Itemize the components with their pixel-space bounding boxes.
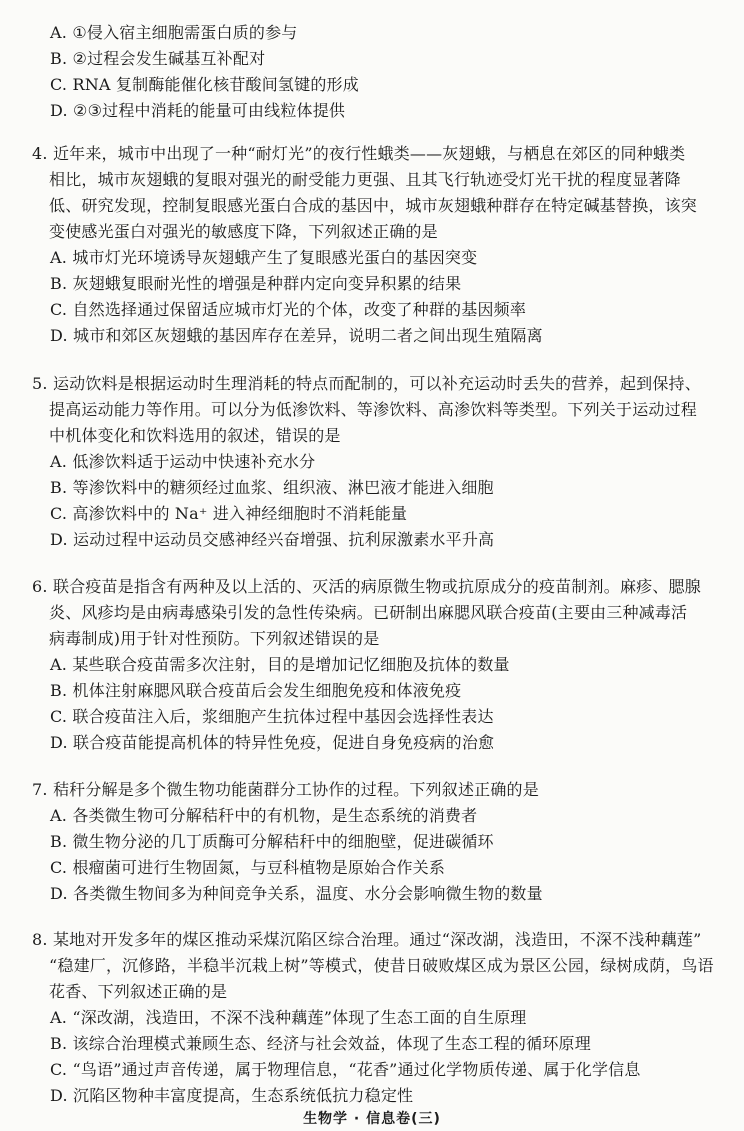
q6-stem-line: 炎、风疹均是由病毒感染引发的急性传染病。已研制出麻腮风联合疫苗(主要由三种减毒活 <box>49 603 688 622</box>
q5-option-a: A. 低渗饮料适于运动中快速补充水分 <box>50 452 316 471</box>
q8-stem-line: “稳建厂，沉修路，半稳半沉栽上树”等模式，使昔日破败煤区成为景区公园，绿树成荫，鸟语 <box>49 956 714 975</box>
q7-option-b: B. 微生物分泌的几丁质酶可分解秸秆中的细胞壁，促进碳循环 <box>50 832 494 851</box>
q8-stem-line: 花香、下列叙述正确的是 <box>49 982 228 1001</box>
q3-option-b: B. ②过程会发生碱基互补配对 <box>50 49 266 68</box>
q4-stem-line: 变使感光蛋白对强光的敏感度下降，下列叙述正确的是 <box>49 222 438 241</box>
q7-stem-line: 7. 秸秆分解是多个微生物功能菌群分工协作的过程。下列叙述正确的是 <box>32 780 539 799</box>
q4-stem-line: 低、研究发现，控制复眼感光蛋白合成的基因中，城市灰翅蛾种群存在特定碱基替换，该突 <box>49 196 698 215</box>
q5-stem-line: 提高运动能力等作用。可以分为低渗饮料、等渗饮料、高渗饮料等类型。下列关于运动过程 <box>49 400 698 419</box>
q4-stem-line: 相比，城市灰翅蛾的复眼对强光的耐受能力更强、且其飞行轨迹受灯光干扰的程度显著降 <box>49 170 681 189</box>
q3-option-d: D. ②③过程中消耗的能量可由线粒体提供 <box>50 101 346 120</box>
q4-option-b: B. 灰翅蛾复眼耐光性的增强是种群内定向变异积累的结果 <box>50 274 462 293</box>
q6-stem-line: 病毒制成)用于针对性预防。下列叙述错误的是 <box>49 629 380 648</box>
q6-option-c: C. 联合疫苗注入后，浆细胞产生抗体过程中基因会选择性表达 <box>50 707 494 726</box>
q6-option-b: B. 机体注射麻腮风联合疫苗后会发生细胞免疫和体液免疫 <box>50 681 462 700</box>
q7-option-d: D. 各类微生物间多为种间竞争关系，温度、水分会影响微生物的数量 <box>50 884 543 903</box>
q5-option-c: C. 高渗饮料中的 Na⁺ 进入神经细胞时不消耗能量 <box>50 504 408 523</box>
q8-option-b: B. 该综合治理模式兼顾生态、经济与社会效益，体现了生态工程的循环原理 <box>50 1034 591 1053</box>
q8-option-d: D. 沉陷区物种丰富度提高，生态系统低抗力稳定性 <box>50 1086 414 1105</box>
q6-stem-line: 6. 联合疫苗是指含有两种及以上活的、灭活的病原微生物或抗原成分的疫苗制剂。麻疹、腮腺 <box>32 577 701 596</box>
q8-option-a: A. “深改湖，浅造田，不深不浅种藕莲”体现了生态工面的自生原理 <box>50 1008 527 1027</box>
q7-option-c: C. 根瘤菌可进行生物固氮，与豆科植物是原始合作关系 <box>50 858 446 877</box>
q8-stem-line: 8. 某地对开发多年的煤区推动采煤沉陷区综合治理。通过“深改湖，浅造田，不深不浅种藕莲” <box>32 930 702 949</box>
q4-stem-line: 4. 近年来，城市中出现了一种“耐灯光”的夜行性蛾类——灰翅蛾，与栖息在郊区的同种蛾类 <box>32 144 686 163</box>
q3-option-a: A. ①侵入宿主细胞需蛋白质的参与 <box>50 23 298 42</box>
q8-option-c: C. “鸟语”通过声音传递，属于物理信息，“花香”通过化学物质传递、属于化学信息 <box>50 1060 641 1079</box>
q7-option-a: A. 各类微生物可分解秸秆中的有机物，是生态系统的消费者 <box>50 806 478 825</box>
q4-option-d: D. 城市和郊区灰翅蛾的基因库存在差异，说明二者之间出现生殖隔离 <box>50 326 543 345</box>
q3-option-c: C. RNA 复制酶能催化核苷酸间氢键的形成 <box>50 75 359 94</box>
q4-option-c: C. 自然选择通过保留适应城市灯光的个体，改变了种群的基因频率 <box>50 300 527 319</box>
page-footer: 生物学 · 信息卷(三) <box>303 1111 441 1127</box>
q6-option-a: A. 某些联合疫苗需多次注射，目的是增加记忆细胞及抗体的数量 <box>50 655 510 674</box>
q5-option-d: D. 运动过程中运动员交感神经兴奋增强、抗利尿激素水平升高 <box>50 530 495 549</box>
q5-option-b: B. 等渗饮料中的糖须经过血浆、组织液、淋巴液才能进入细胞 <box>50 478 494 497</box>
q4-option-a: A. 城市灯光环境诱导灰翅蛾产生了复眼感光蛋白的基因突变 <box>50 248 478 267</box>
q5-stem-line: 5. 运动饮料是根据运动时生理消耗的特点而配制的，可以补充运动时丢失的营养，起到保持、 <box>32 374 701 393</box>
q5-stem-line: 中机体变化和饮料选用的叙述，错误的是 <box>49 426 341 445</box>
q6-option-d: D. 联合疫苗能提高机体的特异性免疫，促进自身免疫病的治愈 <box>50 733 495 752</box>
